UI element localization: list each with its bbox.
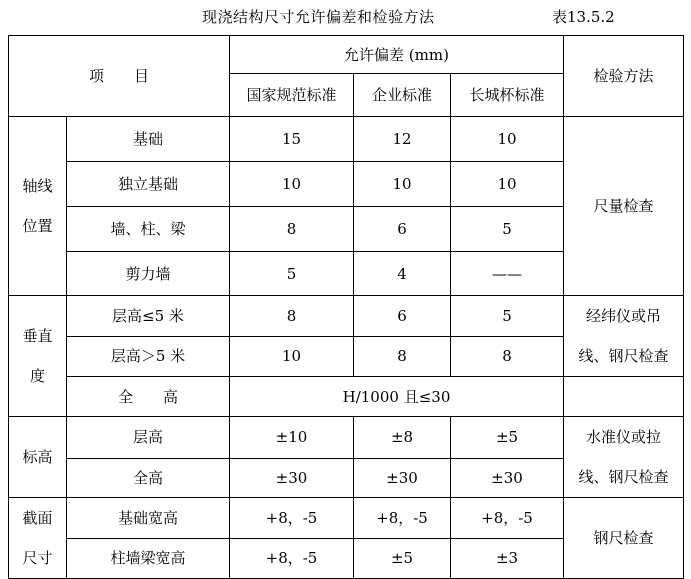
cell-greatwall: 10 (451, 117, 564, 162)
method-section: 钢尺检查 (564, 498, 684, 579)
cell-greatwall: ±30 (451, 458, 564, 497)
group-label-section: 截面 尺寸 (9, 498, 67, 579)
cell-national: +8，-5 (230, 538, 354, 579)
row-item: 层高 (67, 417, 230, 459)
table-title: 现浇结构尺寸允许偏差和检验方法 (202, 8, 435, 26)
row-item: 层高≤5 米 (67, 296, 230, 337)
cell-greatwall: ±3 (451, 538, 564, 579)
table-row (9, 377, 684, 417)
row-item: 独立基础 (67, 162, 230, 207)
cell-greatwall: 10 (451, 162, 564, 207)
cell-enterprise: 8 (354, 336, 451, 377)
cell-national: 15 (230, 117, 354, 162)
header-greatwall: 长城杯标准 (451, 74, 564, 117)
cell-national: ±10 (230, 417, 354, 459)
cell-enterprise: 10 (354, 162, 451, 207)
cell-greatwall: 8 (451, 336, 564, 377)
cell-enterprise: ±5 (354, 538, 451, 579)
table-row (9, 417, 684, 459)
cell-national: 10 (230, 336, 354, 377)
row-item: 全高 (67, 458, 230, 497)
table-caption (0, 0, 691, 34)
row-item: 基础宽高 (67, 498, 230, 539)
cell-national: ±30 (230, 458, 354, 497)
header-method: 检验方法 (564, 36, 684, 117)
method-elevation: 水准仪或拉 线、钢尺检查 (564, 417, 684, 498)
cell-greatwall: —— (451, 252, 564, 296)
cell-enterprise: +8，-5 (354, 498, 451, 539)
cell-full-height: H/1000 且≤30 (230, 377, 564, 417)
cell-enterprise: 6 (354, 296, 451, 337)
header-national: 国家规范标准 (230, 74, 354, 117)
table-row (9, 498, 684, 539)
cell-enterprise: 4 (354, 252, 451, 296)
cell-enterprise: 12 (354, 117, 451, 162)
method-blank (564, 377, 684, 417)
header-row (9, 36, 684, 74)
cell-enterprise: 6 (354, 207, 451, 252)
cell-national: 10 (230, 162, 354, 207)
cell-enterprise: ±30 (354, 458, 451, 497)
tolerance-table (8, 35, 684, 579)
row-item: 基础 (67, 117, 230, 162)
cell-greatwall: +8，-5 (451, 498, 564, 539)
cell-greatwall: 5 (451, 207, 564, 252)
cell-greatwall: 5 (451, 296, 564, 337)
table-row (9, 296, 684, 337)
header-tolerance: 允许偏差 (mm) (230, 36, 564, 74)
table-row (9, 117, 684, 162)
method-axis: 尺量检查 (564, 117, 684, 296)
group-label-elevation: 标高 (9, 417, 67, 498)
table-number: 表13.5.2 (552, 8, 615, 26)
cell-national: 5 (230, 252, 354, 296)
header-item: 项 目 (9, 36, 230, 117)
method-vertical: 经纬仪或吊 线、钢尺检查 (564, 296, 684, 377)
group-label-axis: 轴线 位置 (9, 117, 67, 296)
header-enterprise: 企业标准 (354, 74, 451, 117)
row-item: 层高＞5 米 (67, 336, 230, 377)
row-item: 墙、柱、梁 (67, 207, 230, 252)
row-item: 全 高 (67, 377, 230, 417)
cell-national: +8，-5 (230, 498, 354, 539)
cell-national: 8 (230, 207, 354, 252)
row-item: 柱墙梁宽高 (67, 538, 230, 579)
cell-national: 8 (230, 296, 354, 337)
group-label-vertical: 垂直 度 (9, 296, 67, 417)
row-item: 剪力墙 (67, 252, 230, 296)
cell-greatwall: ±5 (451, 417, 564, 459)
cell-enterprise: ±8 (354, 417, 451, 459)
